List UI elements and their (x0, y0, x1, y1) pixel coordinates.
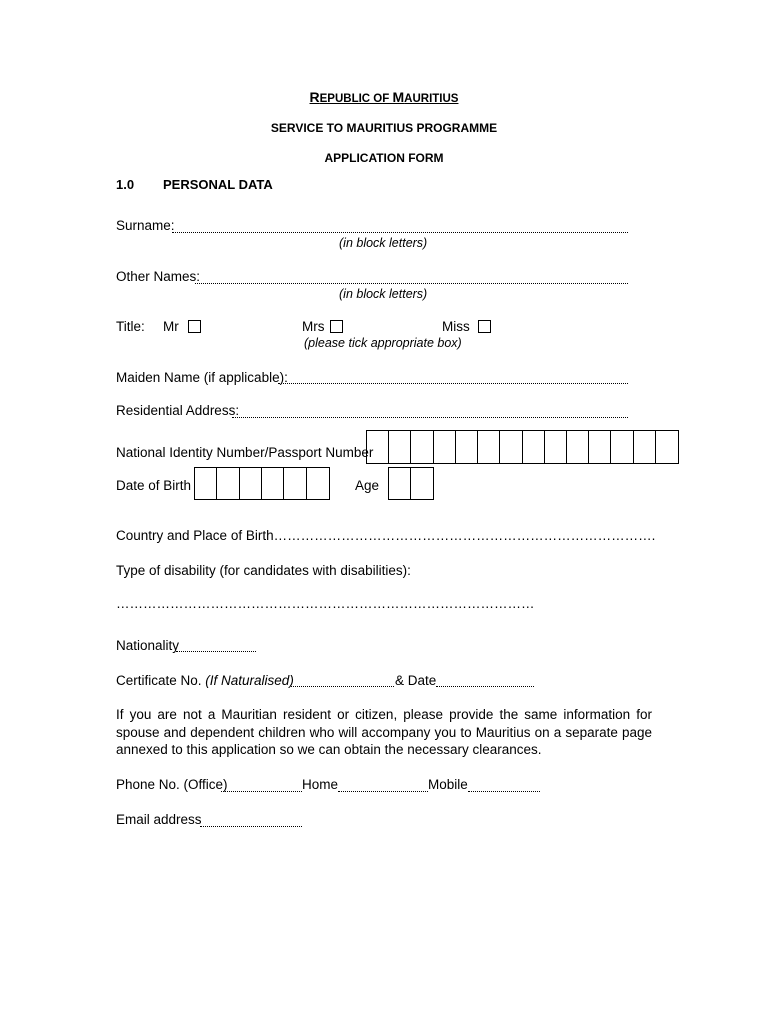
nid-cell[interactable] (367, 431, 389, 463)
address-label: Residential Address: (116, 403, 240, 418)
email-label: Email address (116, 812, 202, 827)
other-names-field[interactable] (195, 283, 628, 284)
dob-cell[interactable] (195, 468, 217, 499)
disability-field[interactable]: ………………………………………………………………………………… (116, 596, 535, 611)
certificate-label (116, 673, 294, 688)
nid-cell[interactable] (634, 431, 656, 463)
nid-cell[interactable] (545, 431, 567, 463)
dob-cell[interactable] (262, 468, 284, 499)
title-part: AURITIUS (404, 93, 459, 105)
nationality-field[interactable] (176, 651, 256, 652)
document-title (0, 89, 768, 105)
dob-cell[interactable] (240, 468, 262, 499)
nationality-label: Nationality (116, 638, 180, 653)
phone-home-field[interactable] (338, 791, 428, 792)
other-names-note: (in block letters) (339, 287, 428, 301)
programme-title: SERVICE TO MAURITIUS PROGRAMME (270, 121, 498, 135)
nid-cell[interactable] (434, 431, 456, 463)
age-cell[interactable] (389, 468, 411, 499)
other-names-label: Other Names: (116, 269, 201, 284)
nid-cell[interactable] (589, 431, 611, 463)
nid-cell[interactable] (500, 431, 522, 463)
age-label: Age (355, 478, 380, 493)
phone-office-label: Phone No. (Office) (116, 777, 228, 792)
title-mrs-checkbox[interactable] (330, 320, 343, 333)
nid-cell[interactable] (389, 431, 411, 463)
instruction-paragraph: If you are not a Mauritian resident or citizen, please provide the same information for spouse and dependent children who will accompany you to Mauritius on a separate page annexed to this application so we can obtain the necessary clearances. (116, 707, 652, 757)
dob-label: Date of Birth (116, 478, 192, 493)
title-part: EPUBLIC OF (319, 93, 393, 105)
title-letter: R (309, 89, 320, 105)
certificate-label-text: Certificate No. (116, 673, 206, 688)
form-title: APPLICATION FORM (324, 151, 444, 165)
dob-cell[interactable] (217, 468, 239, 499)
certificate-field[interactable] (291, 686, 394, 687)
surname-note: (in block letters) (339, 236, 428, 250)
certificate-note: (If Naturalised) (205, 673, 294, 688)
maiden-name-label: Maiden Name (if applicable): (116, 370, 288, 385)
title-miss-label: Miss (442, 319, 470, 334)
nid-label: National Identity Number/Passport Number (116, 445, 374, 460)
title-mr-checkbox[interactable] (188, 320, 201, 333)
age-input-grid[interactable] (388, 467, 434, 500)
nid-cell[interactable] (656, 431, 678, 463)
phone-office-field[interactable] (221, 791, 302, 792)
country-birth-field[interactable]: Country and Place of Birth…………………………………………………………………………. (116, 528, 656, 543)
section-number: 1.0 (116, 177, 135, 192)
phone-mobile-field[interactable] (468, 791, 540, 792)
title-miss-checkbox[interactable] (478, 320, 491, 333)
address-field[interactable] (232, 417, 628, 418)
title-label: Title: (116, 319, 145, 334)
date-label: & Date (395, 673, 437, 688)
nid-cell[interactable] (523, 431, 545, 463)
email-field[interactable] (200, 826, 302, 827)
nid-cell[interactable] (456, 431, 478, 463)
dob-cell[interactable] (284, 468, 306, 499)
title-mr-label: Mr (163, 319, 179, 334)
title-letter: M (392, 89, 405, 105)
home-label: Home (302, 777, 339, 792)
tick-note: (please tick appropriate box) (304, 336, 462, 350)
nid-cell[interactable] (567, 431, 589, 463)
dob-input-grid[interactable] (194, 467, 330, 500)
surname-label: Surname: (116, 218, 175, 233)
age-cell[interactable] (411, 468, 433, 499)
nid-input-grid[interactable] (366, 430, 679, 464)
nid-cell[interactable] (611, 431, 633, 463)
certificate-date-field[interactable] (436, 686, 534, 687)
maiden-name-field[interactable] (278, 383, 628, 384)
section-title: PERSONAL DATA (163, 177, 273, 192)
surname-field[interactable] (172, 232, 628, 233)
nid-cell[interactable] (411, 431, 433, 463)
mobile-label: Mobile (428, 777, 468, 792)
nid-cell[interactable] (478, 431, 500, 463)
disability-label: Type of disability (for candidates with disabilities): (116, 563, 411, 578)
dob-cell[interactable] (307, 468, 329, 499)
title-mrs-label: Mrs (302, 319, 325, 334)
